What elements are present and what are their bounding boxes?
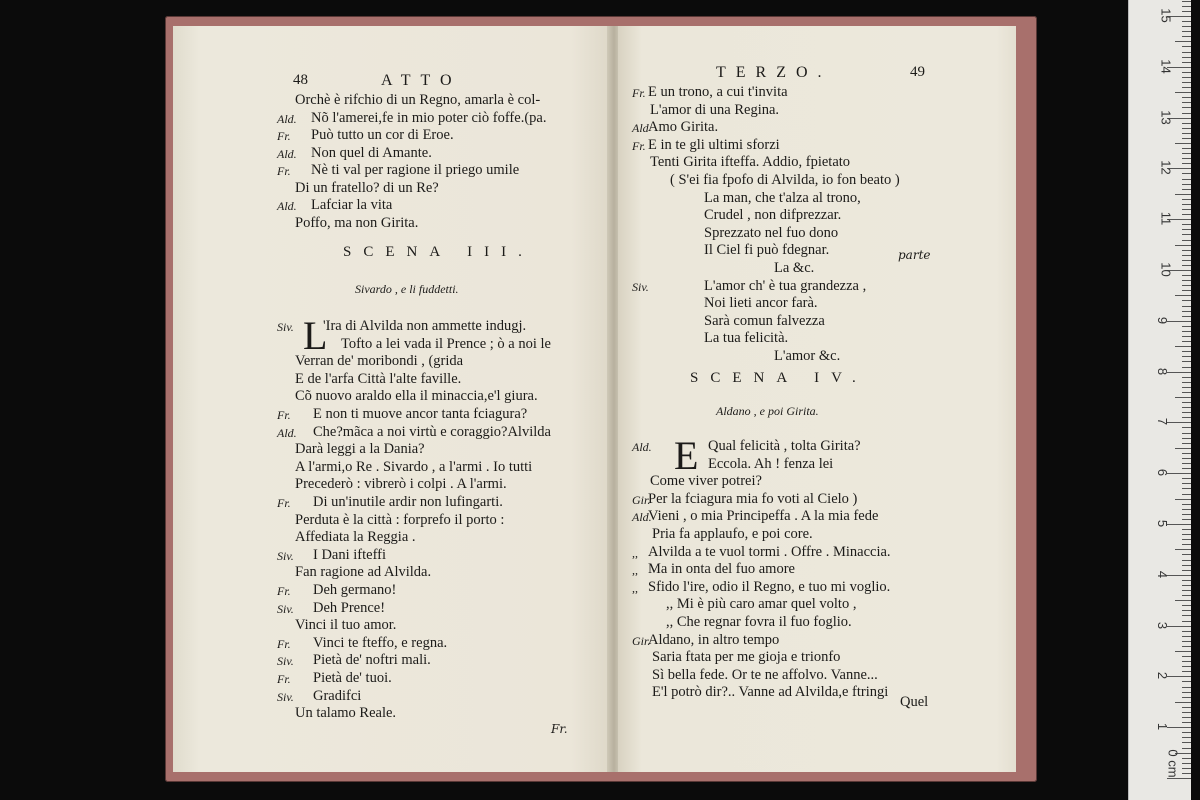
ruler-tick bbox=[1182, 402, 1191, 403]
ruler-tick bbox=[1182, 692, 1191, 693]
ruler-tick bbox=[1167, 473, 1191, 474]
speaker-label: Fr. bbox=[277, 164, 291, 178]
ruler-label: 0 cm bbox=[1165, 749, 1181, 778]
ruler-tick bbox=[1182, 621, 1191, 622]
ruler-tick bbox=[1175, 549, 1191, 550]
ruler-tick bbox=[1182, 133, 1191, 134]
verse-line: La man, che t'alza al trono, bbox=[704, 189, 861, 206]
ruler-tick bbox=[1167, 422, 1191, 423]
ruler-tick bbox=[1182, 443, 1191, 444]
ruler-tick bbox=[1182, 697, 1191, 698]
ruler-tick bbox=[1182, 255, 1191, 256]
speaker-label: ,, bbox=[632, 563, 638, 578]
ruler-tick bbox=[1182, 646, 1191, 647]
ruler-label: 15 bbox=[1158, 8, 1174, 23]
ruler-tick bbox=[1182, 351, 1191, 352]
ruler-tick bbox=[1175, 651, 1191, 652]
verse-line: 'Ira di Alvilda non ammette indugj. bbox=[323, 318, 527, 334]
ruler-tick bbox=[1182, 737, 1191, 738]
ruler-tick bbox=[1182, 666, 1191, 667]
ruler-label: 10 bbox=[1158, 262, 1174, 277]
ruler-tick bbox=[1182, 31, 1191, 32]
ruler-label: 2 bbox=[1155, 672, 1171, 680]
running-head-right: TERZO. bbox=[716, 64, 832, 81]
ruler-tick bbox=[1182, 11, 1191, 12]
verse-line: Di un fratello? di un Re? bbox=[295, 179, 439, 196]
verse-line: Nõ l'amerei,fe in mio poter ciò foffe.(pa. bbox=[311, 109, 547, 126]
speaker-label: Fr. bbox=[277, 636, 291, 651]
ruler-tick bbox=[1182, 128, 1191, 129]
verse-line: A l'armi,o Re . Sivardo , a l'armi . Io tutti bbox=[295, 458, 533, 475]
ruler-tick bbox=[1182, 681, 1191, 682]
ruler-tick bbox=[1167, 778, 1191, 779]
speaker-label: ,, bbox=[632, 545, 638, 560]
ruler-label: 3 bbox=[1155, 621, 1171, 629]
ruler-tick bbox=[1182, 189, 1191, 190]
catchword-left: Fr. bbox=[551, 722, 568, 736]
ruler-tick bbox=[1182, 26, 1191, 27]
ruler-tick bbox=[1182, 184, 1191, 185]
verse-line: Di un'inutile ardir non lufingarti. bbox=[313, 494, 503, 510]
verse-line: Sfido l'ire, odio il Regno, e tuo mi voglio. bbox=[648, 578, 891, 595]
ruler-tick bbox=[1167, 372, 1191, 373]
ruler-tick bbox=[1182, 585, 1191, 586]
scene-subtitle-left: Sivardo , e li fuddetti. bbox=[355, 282, 459, 296]
ruler-tick bbox=[1182, 570, 1191, 571]
ruler-tick bbox=[1182, 341, 1191, 342]
ruler-tick bbox=[1182, 148, 1191, 149]
ruler-tick bbox=[1167, 626, 1191, 627]
ruler-tick bbox=[1182, 82, 1191, 83]
ruler-tick bbox=[1182, 463, 1191, 464]
ruler-tick bbox=[1175, 245, 1191, 246]
ruler-tick bbox=[1175, 448, 1191, 449]
speaker-label: Fr. bbox=[277, 408, 291, 422]
ruler-tick bbox=[1182, 488, 1191, 489]
ruler-label: 8 bbox=[1155, 367, 1171, 375]
verse-line: Precederò : vibrerò i colpi . A l'armi. bbox=[295, 476, 507, 493]
verse-line: L'amor di una Regina. bbox=[650, 101, 780, 118]
verse-line: Che?mãca a noi virtù e coraggio?Alvilda bbox=[313, 423, 551, 440]
verse-line: La tua felicità. bbox=[704, 330, 789, 347]
verse-line: Tenti Girita ifteffa. Addio, fpietato bbox=[650, 154, 851, 171]
verse-line: ,, Mi è più caro amar quel volto , bbox=[666, 596, 857, 613]
ruler-tick bbox=[1182, 234, 1191, 235]
ruler-tick bbox=[1182, 636, 1191, 637]
ruler-tick bbox=[1182, 671, 1191, 672]
speaker-label: Siv. bbox=[277, 689, 294, 704]
ruler-tick bbox=[1182, 72, 1191, 73]
ruler-tick bbox=[1182, 113, 1191, 114]
ruler-tick bbox=[1182, 316, 1191, 317]
speaker-label: Ald. bbox=[277, 146, 297, 161]
scene-title-left: SCENA III. bbox=[343, 244, 534, 260]
ruler-tick bbox=[1182, 712, 1191, 713]
ruler-tick bbox=[1182, 565, 1191, 566]
ruler-tick bbox=[1182, 468, 1191, 469]
ruler-tick bbox=[1182, 97, 1191, 98]
ruler-tick bbox=[1182, 240, 1191, 241]
ruler-tick bbox=[1182, 722, 1191, 723]
ruler-tick bbox=[1182, 504, 1191, 505]
verse-line: Il Ciel fi può fdegnar. bbox=[704, 242, 830, 259]
verse-line: Poffo, ma non Girita. bbox=[295, 214, 419, 231]
verse-line: Aldano, in altro tempo bbox=[648, 631, 780, 648]
ruler-tick bbox=[1182, 687, 1191, 688]
ruler-tick bbox=[1182, 631, 1191, 632]
verse-line: I Dani ifteffi bbox=[313, 546, 387, 563]
ruler-label: 13 bbox=[1158, 109, 1174, 125]
verse-line: Verran de' moribondi , (grida bbox=[295, 353, 464, 370]
drop-cap-left: L bbox=[303, 313, 328, 358]
speaker-label: Siv. bbox=[632, 279, 649, 294]
ruler-tick bbox=[1182, 300, 1191, 301]
right-page bbox=[618, 26, 1016, 772]
ruler-tick bbox=[1182, 478, 1191, 479]
ruler-tick bbox=[1182, 356, 1191, 357]
verse-line: Noi lieti ancor farà. bbox=[704, 295, 818, 312]
ruler-tick bbox=[1182, 204, 1191, 205]
ruler-label: 1 bbox=[1155, 723, 1171, 731]
verse-line: E un trono, a cui t'invita bbox=[648, 84, 788, 100]
ruler-tick bbox=[1182, 46, 1191, 47]
ruler-tick bbox=[1182, 519, 1191, 520]
ruler-tick bbox=[1167, 321, 1191, 322]
verse-line: Vinci te fteffo, e regna. bbox=[313, 634, 448, 651]
ruler-tick bbox=[1175, 194, 1191, 195]
verse-line: E'l potrò dir?.. Vanne ad Alvilda,e ftringi bbox=[652, 684, 889, 701]
ruler-tick bbox=[1182, 229, 1191, 230]
ruler-tick bbox=[1167, 676, 1191, 677]
speaker-label: Ald bbox=[632, 121, 649, 136]
ruler-tick bbox=[1175, 295, 1191, 296]
ruler-tick bbox=[1182, 554, 1191, 555]
verse-line: Gradifci bbox=[313, 687, 362, 704]
ruler-tick bbox=[1182, 661, 1191, 662]
speaker-label: Fr. bbox=[632, 138, 646, 153]
ruler-tick bbox=[1182, 326, 1191, 327]
verse-line: Sì bella fede. Or te ne affolvo. Vanne... bbox=[652, 666, 878, 683]
ruler-tick bbox=[1182, 158, 1191, 159]
ruler-tick bbox=[1167, 727, 1191, 728]
ruler-tick bbox=[1182, 62, 1191, 63]
ruler-tick bbox=[1182, 438, 1191, 439]
verse-line: Non quel di Amante. bbox=[311, 144, 432, 161]
ruler-tick bbox=[1182, 763, 1191, 764]
verse-line: Qual felicità , tolta Girita? bbox=[708, 438, 861, 454]
ruler-tick bbox=[1167, 575, 1191, 576]
ruler-tick bbox=[1182, 87, 1191, 88]
ruler-tick bbox=[1182, 732, 1191, 733]
ruler-tick bbox=[1182, 123, 1191, 124]
ruler-tick bbox=[1182, 179, 1191, 180]
verse-line: Ma in onta del fuo amore bbox=[648, 561, 795, 578]
running-head-left: ATTO bbox=[381, 72, 462, 89]
speaker-label: Siv. bbox=[277, 320, 294, 334]
verse-line: ( S'ei fia fpofo di Alvilda, io fon beato ) bbox=[670, 172, 900, 188]
ruler-tick bbox=[1182, 590, 1191, 591]
speaker-label: Fr. bbox=[277, 129, 291, 143]
ruler-tick bbox=[1182, 153, 1191, 154]
ruler-tick bbox=[1167, 524, 1191, 525]
ruler-tick bbox=[1182, 311, 1191, 312]
verse-line: Saria ftata per me gioja e trionfo bbox=[652, 649, 841, 666]
verse-line: Come viver potrei? bbox=[650, 473, 762, 490]
ruler-label: 7 bbox=[1155, 418, 1171, 426]
speaker-label: Gir. bbox=[632, 492, 651, 507]
ruler-tick bbox=[1182, 534, 1191, 535]
speaker-label: Fr. bbox=[632, 86, 646, 100]
ruler-tick bbox=[1175, 702, 1191, 703]
ruler-tick bbox=[1182, 367, 1191, 368]
ruler-tick bbox=[1182, 21, 1191, 22]
verse-line: Affediata la Reggia . bbox=[295, 529, 416, 546]
verse-line: Crudel , non difprezzar. bbox=[704, 207, 842, 224]
verse-line: Vieni , o mia Principeffa . A la mia fede bbox=[648, 508, 879, 525]
ruler-tick bbox=[1175, 143, 1191, 144]
ruler-label: 4 bbox=[1155, 570, 1171, 578]
measuring-ruler bbox=[1128, 0, 1191, 800]
ruler-tick bbox=[1182, 77, 1191, 78]
verse-line: Pietà de' tuoi. bbox=[313, 670, 392, 686]
speaker-label: Ald. bbox=[632, 510, 652, 525]
ruler-tick bbox=[1182, 453, 1191, 454]
page-number-right: 49 bbox=[910, 64, 925, 80]
ruler-tick bbox=[1182, 412, 1191, 413]
ruler-tick bbox=[1182, 336, 1191, 337]
ruler-tick bbox=[1182, 36, 1191, 37]
ruler-tick bbox=[1182, 260, 1191, 261]
ruler-label: 14 bbox=[1158, 59, 1174, 74]
ruler-tick bbox=[1175, 499, 1191, 500]
drop-cap-right: E bbox=[674, 433, 699, 478]
ruler-tick bbox=[1175, 41, 1191, 42]
verse-line: Fan ragione ad Alvilda. bbox=[295, 564, 432, 581]
ruler-tick bbox=[1182, 382, 1191, 383]
ruler-tick bbox=[1182, 539, 1191, 540]
ruler-tick bbox=[1182, 290, 1191, 291]
verse-line: Deh germano! bbox=[313, 582, 397, 598]
ruler-tick bbox=[1182, 717, 1191, 718]
ruler-tick bbox=[1182, 331, 1191, 332]
ruler-tick bbox=[1182, 6, 1191, 7]
speaker-label: Fr. bbox=[277, 584, 291, 598]
verse-line: Alvilda a te vuol tormi . Offre . Minaccia. bbox=[648, 543, 891, 560]
ruler-tick bbox=[1182, 483, 1191, 484]
ruler-tick bbox=[1182, 52, 1191, 53]
verse-line: Nè ti val per ragione il priego umile bbox=[311, 162, 520, 178]
ruler-label: 12 bbox=[1158, 160, 1174, 176]
ruler-tick bbox=[1182, 544, 1191, 545]
ruler-tick bbox=[1182, 417, 1191, 418]
catchword-right: Quel bbox=[900, 694, 929, 710]
verse-line: Pria fa applaufo, e poi core. bbox=[652, 526, 813, 542]
ruler-tick bbox=[1182, 433, 1191, 434]
verse-line: Un talamo Reale. bbox=[295, 705, 397, 722]
verse-line: L'amor ch' è tua grandezza , bbox=[704, 277, 867, 294]
ruler-tick bbox=[1182, 458, 1191, 459]
ruler-tick bbox=[1182, 641, 1191, 642]
verse-line: Può tutto un cor di Eroe. bbox=[311, 127, 454, 143]
ruler-tick bbox=[1182, 173, 1191, 174]
ruler-tick bbox=[1182, 748, 1191, 749]
ruler-tick bbox=[1182, 514, 1191, 515]
ruler-tick bbox=[1175, 346, 1191, 347]
ruler-tick bbox=[1182, 361, 1191, 362]
verse-line: Lafciar la vita bbox=[311, 197, 393, 213]
ruler-tick bbox=[1182, 656, 1191, 657]
ruler-tick bbox=[1182, 199, 1191, 200]
ruler-tick bbox=[1182, 407, 1191, 408]
verse-line: Amo Girita. bbox=[648, 119, 719, 136]
verse-line: Tofto a lei vada il Prence ; ò a noi le bbox=[341, 335, 551, 352]
verse-line: Perduta è la città : forprefo il porto : bbox=[295, 511, 505, 528]
ruler-label: 9 bbox=[1155, 316, 1171, 324]
speaker-label: Siv. bbox=[277, 548, 294, 563]
ruler-label: 5 bbox=[1155, 519, 1171, 528]
verse-line: E de l'arfa Città l'alte faville. bbox=[295, 370, 462, 387]
scene-title-right: SCENA IV. bbox=[690, 370, 868, 386]
ruler-tick bbox=[1182, 107, 1191, 108]
ruler-tick bbox=[1182, 280, 1191, 281]
verse-line: La &c. bbox=[774, 260, 815, 276]
verse-line: Deh Prence! bbox=[313, 599, 386, 616]
speaker-label: ,, bbox=[632, 580, 638, 595]
ruler-tick bbox=[1182, 773, 1191, 774]
ruler-tick bbox=[1182, 387, 1191, 388]
page-number-left: 48 bbox=[293, 72, 308, 88]
ruler-tick bbox=[1182, 610, 1191, 611]
ruler-tick bbox=[1182, 742, 1191, 743]
verse-line: Sarà comun falvezza bbox=[704, 312, 825, 329]
ruler-tick bbox=[1182, 57, 1191, 58]
ruler-tick bbox=[1182, 768, 1191, 769]
speaker-label: Gir. bbox=[632, 633, 651, 648]
ruler-tick bbox=[1182, 377, 1191, 378]
ruler-tick bbox=[1182, 580, 1191, 581]
speaker-label: Ald. bbox=[277, 199, 297, 213]
ruler-label: 11 bbox=[1158, 211, 1174, 226]
ruler-tick bbox=[1182, 265, 1191, 266]
verse-line: Vinci il tuo amor. bbox=[295, 617, 397, 634]
ruler-tick bbox=[1182, 306, 1191, 307]
verse-line: ,, Che regnar fovra il fuo foglio. bbox=[666, 614, 852, 630]
ruler-tick bbox=[1182, 707, 1191, 708]
left-page bbox=[173, 26, 615, 772]
ruler-tick bbox=[1182, 1, 1191, 2]
ruler-tick bbox=[1182, 163, 1191, 164]
verse-line: Eccola. Ah ! fenza lei bbox=[708, 455, 834, 472]
ruler-tick bbox=[1182, 605, 1191, 606]
verse-line: E in te gli ultimi sforzi bbox=[648, 136, 780, 153]
ruler-label: 6 bbox=[1155, 469, 1171, 477]
ruler-tick bbox=[1175, 600, 1191, 601]
ruler-tick bbox=[1182, 275, 1191, 276]
stage-direction: parte bbox=[898, 248, 931, 262]
speaker-label: Siv. bbox=[277, 601, 294, 616]
scene-subtitle-right: Aldano , e poi Girita. bbox=[716, 404, 819, 418]
verse-line: Cõ nuovo araldo ella il minaccia,e'l giura. bbox=[295, 388, 538, 405]
ruler-tick bbox=[1182, 615, 1191, 616]
ruler-tick bbox=[1175, 397, 1191, 398]
ruler-tick bbox=[1182, 392, 1191, 393]
ruler-tick bbox=[1182, 138, 1191, 139]
ruler-tick bbox=[1182, 427, 1191, 428]
speaker-label: Ald. bbox=[632, 440, 652, 454]
speaker-label: Ald. bbox=[277, 425, 297, 440]
verse-line: Sprezzato nel fuo dono bbox=[704, 224, 839, 241]
verse-line: Orchè è rifchio di un Regno, amarla è col- bbox=[295, 92, 541, 108]
verse-line: Pietà de' noftri mali. bbox=[313, 652, 431, 669]
speaker-label: Siv. bbox=[277, 654, 294, 669]
speaker-label: Ald. bbox=[277, 111, 297, 126]
verse-line: Darà leggi a la Dania? bbox=[295, 441, 425, 458]
ruler-tick bbox=[1182, 224, 1191, 225]
speaker-label: Fr. bbox=[277, 672, 291, 686]
ruler-tick bbox=[1182, 209, 1191, 210]
ruler-tick bbox=[1175, 92, 1191, 93]
ruler-tick bbox=[1182, 595, 1191, 596]
ruler-tick bbox=[1182, 250, 1191, 251]
ruler-tick bbox=[1182, 509, 1191, 510]
ruler-tick bbox=[1182, 494, 1191, 495]
ruler-tick bbox=[1182, 758, 1191, 759]
speaker-label: Fr. bbox=[277, 496, 291, 510]
ruler-tick bbox=[1182, 214, 1191, 215]
ruler-tick bbox=[1182, 102, 1191, 103]
ruler-tick bbox=[1182, 529, 1191, 530]
ruler-tick bbox=[1182, 285, 1191, 286]
verse-line: E non ti muove ancor tanta fciagura? bbox=[313, 406, 528, 422]
verse-line: L'amor &c. bbox=[774, 348, 841, 364]
verse-line: Per la fciagura mia fo voti al Cielo ) bbox=[648, 490, 858, 507]
ruler-tick bbox=[1182, 560, 1191, 561]
